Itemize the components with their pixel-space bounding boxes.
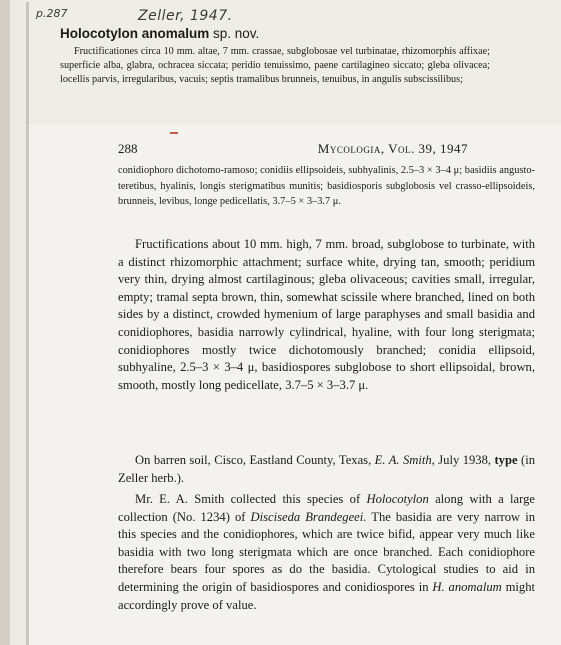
genus-name: Holocotylon [366, 492, 429, 506]
type-label: type [494, 453, 518, 467]
discussion-text-3: The basidia are very narrow in this species and the conidiophores, which are twice bifid, appear very much like basidia with two long sterigmata which are once branched. Each conidiophore therefore bears four spores as do the basidia. Cytological studies to aid in determining the origin of basidiospores and conidiospores in [118, 509, 535, 594]
handwritten-author: Zeller, 1947. [138, 8, 233, 24]
latin-description-start: Fructificationes circa 10 mm. altae, 7 mm. crassae, subglobosae vel turbinatae, rhizomorphis affixae; superficie alba, glabra, ochracea siccata; peridio tenuissimo, paene cartilagineo siccato; gleba olivacea; locellis parvis, irregularibus, vacuis; septis tramalibus brunneis, tenuibus, in angulis subscissilibus; [60, 46, 490, 86]
journal-title: Mycologia, Vol. 39, 1947 [317, 141, 468, 156]
species-name: Holocotylon anomalum [60, 26, 210, 41]
english-description: Fructifications about 10 mm. high, 7 mm. broad, subglobose to turbinate, with a distinct rhizomorphic attachment; surface white, drying tan, smooth; peridium very thin, drying almost cartilaginous; gleba olivaceous; cavities small, irregular, empty; tramal septa brown, thin, somewhat scissile where branched, lined on both sides by a distinct, crowded hymenium of large paraphyses and small basidia and conidiophores, basidia narrowly cylindrical, hyaline, with four long sterigmata; conidiophores mostly twice dichotomously branched; conidia ellipsoid, subhyaline, 2.5–3 × 3–4 μ, basidiospores subglobose to short ellipsoidal, brown, smooth, mostly long pedicellate, 3.7–5 × 3–3.7 μ. [118, 237, 535, 392]
sheet-edge [0, 0, 10, 645]
species-abbrev: H. anomalum [432, 579, 502, 594]
locality-text: On barren soil, Cisco, Eastland County, Texas, [135, 453, 375, 467]
discussion-text-2: along with a large collection (No. 1234) of [118, 492, 535, 524]
species-status: sp. nov. [213, 26, 260, 41]
handwritten-page-ref: p.287 [36, 7, 68, 20]
discussion-paragraph [118, 491, 535, 614]
latin-description-cont: conidiophoro dichotomo-ramoso; conidiis ellipsoideis, subhyalinis, 2.5–3 × 3–4 μ; basidiis angusto-teretibus, hyalinis, longis sterigmatibus munitis; basidiosporis subglobosis vel crasso-ellipsoideis, brunneis, levibus, longe pedicellatis, 3.7–5 × 3–3.7 μ. [118, 165, 535, 207]
locality-paragraph [118, 452, 535, 487]
collector-name: E. A. Smith, [374, 453, 435, 467]
page-number: 288 [118, 141, 138, 156]
species-title [60, 26, 259, 41]
red-pencil-mark [170, 132, 178, 134]
herbarium-note: (in Zeller herb.). [118, 453, 536, 485]
discussion-text-4: might accordingly prove of value. [118, 579, 535, 612]
discussion-text-1: Mr. E. A. Smith collected this species of [135, 492, 367, 506]
other-species-name: Disciseda Brandegeei. [250, 509, 367, 524]
page-header [118, 141, 468, 157]
collection-date: July 1938, [434, 453, 495, 467]
